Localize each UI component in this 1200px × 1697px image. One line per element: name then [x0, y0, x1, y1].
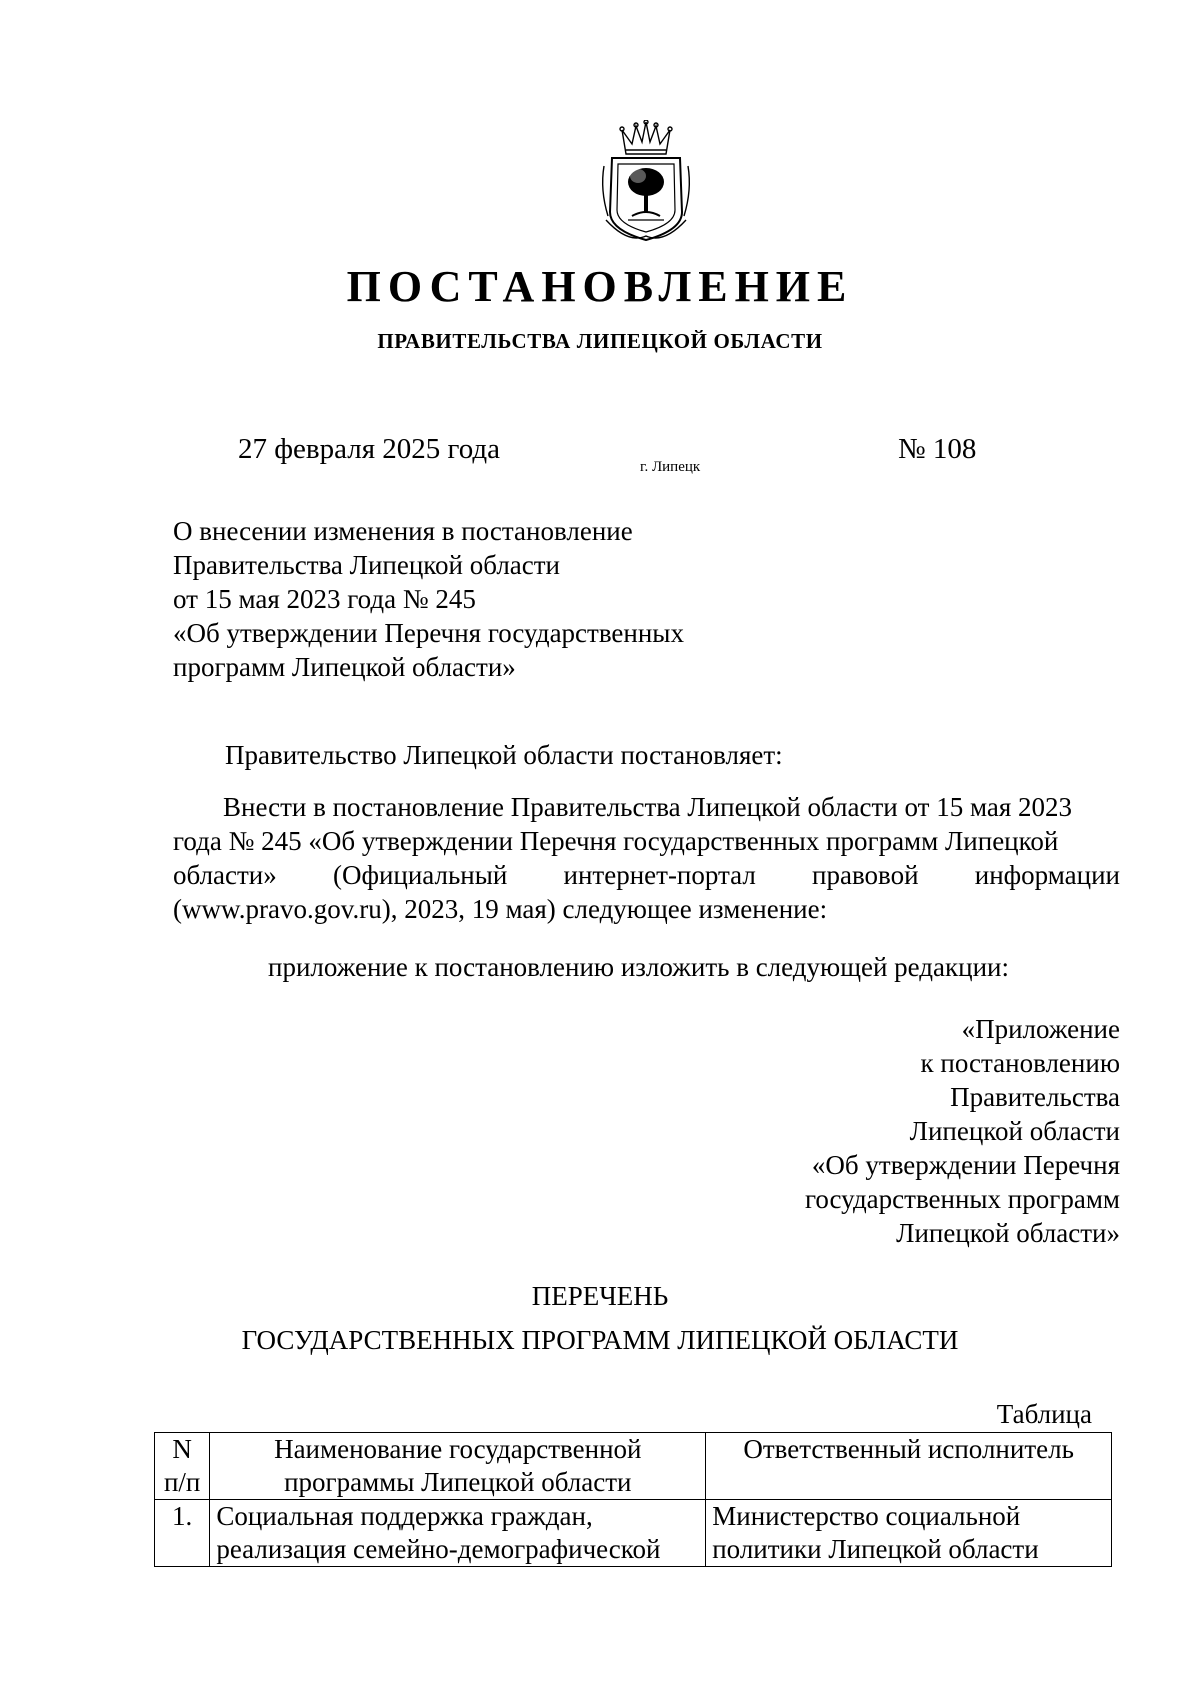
subject-line: О внесении изменения в постановление [173, 516, 633, 546]
header-text: Ответственный исполнитель [743, 1434, 1074, 1464]
paragraph-line: (www.pravo.gov.ru), 2023, 19 мая) следующее изменение: [173, 894, 828, 924]
paragraph-word: (Официальный [332, 860, 508, 890]
document-city: г. Липецк [640, 459, 701, 475]
paragraph-line: Внести в постановление Правительства Липецкой области от 15 мая 2023 [223, 792, 1072, 822]
subject-line: Правительства Липецкой области [173, 550, 561, 580]
table-label: Таблица [996, 1399, 1092, 1429]
appendix-line: «Приложение [961, 1014, 1120, 1044]
coat-of-arms-emblem [598, 120, 694, 246]
cell-executor [706, 1500, 1112, 1567]
table-row [155, 1500, 1112, 1567]
cell-program-name [210, 1500, 706, 1567]
paragraph-word: информации [974, 860, 1120, 890]
appendix-line: Липецкой области» [896, 1218, 1120, 1248]
paragraph-word: интернет-портал [563, 860, 756, 890]
appendix-line: к постановлению [920, 1048, 1120, 1078]
subject-line: программ Липецкой области» [173, 652, 516, 682]
amendment-instruction: приложение к постановлению изложить в следующей редакции: [268, 952, 1009, 982]
appendix-line: Липецкой области [909, 1116, 1120, 1146]
paragraph-word: правовой [812, 860, 919, 890]
subject-line: «Об утверждении Перечня государственных [173, 618, 684, 648]
appendix-line: Правительства [950, 1082, 1120, 1112]
appendix-line: «Об утверждении Перечня [811, 1150, 1120, 1180]
paragraph-word: области» [173, 860, 277, 890]
document-type-title: ПОСТАНОВЛЕНИЕ [346, 262, 854, 311]
column-header-program-name [210, 1433, 706, 1500]
appendix-heading [600, 1012, 1120, 1250]
column-header-number [155, 1433, 210, 1500]
document-number: № 108 [898, 433, 977, 465]
cell-text-line: Социальная поддержка граждан, [216, 1501, 593, 1531]
issuer-name: ПРАВИТЕЛЬСТВА ЛИПЕЦКОЙ ОБЛАСТИ [377, 329, 823, 353]
header-text: программы Липецкой области [284, 1467, 632, 1497]
document-date: 27 февраля 2025 года [238, 433, 501, 465]
header-text: п/п [163, 1467, 201, 1497]
appendix-line: государственных программ [804, 1184, 1120, 1214]
cell-text-line: политики Липецкой области [712, 1534, 1039, 1564]
list-title: ПЕРЕЧЕНЬ [531, 1281, 669, 1311]
cell-text-line: Министерство социальной [712, 1501, 1021, 1531]
list-subtitle: ГОСУДАРСТВЕННЫХ ПРОГРАММ ЛИПЕЦКОЙ ОБЛАСТИ [241, 1325, 959, 1355]
table-header-row [155, 1433, 1112, 1500]
cell-text-line: реализация семейно-демографической [216, 1534, 661, 1564]
resolution-intro: Правительство Липецкой области постановляет: [225, 740, 783, 770]
subject-line: от 15 мая 2023 года № 245 [173, 584, 476, 614]
cell-number: 1. [155, 1500, 210, 1567]
header-text: N [172, 1434, 192, 1464]
column-header-executor [706, 1433, 1112, 1500]
programs-table [154, 1432, 1112, 1567]
header-text: Наименование государственной [274, 1434, 642, 1464]
resolution-paragraph [173, 790, 1120, 926]
document-subject [173, 514, 793, 684]
paragraph-line: года № 245 «Об утверждении Перечня государственных программ Липецкой [173, 826, 1059, 856]
paragraph-justified-line [173, 858, 1120, 892]
